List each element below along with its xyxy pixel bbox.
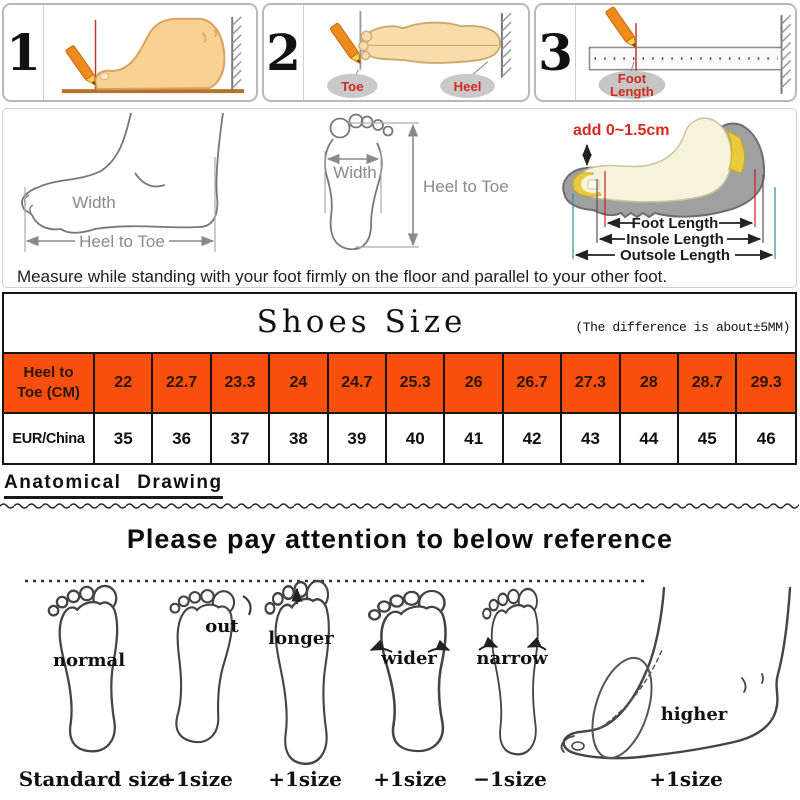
reference-heading: Please pay attention to below reference xyxy=(126,524,674,554)
side-foot-line-drawing xyxy=(22,113,223,233)
size-label-narrow: −1size xyxy=(473,767,547,791)
pencil-icon xyxy=(605,6,640,50)
foot-shape-reference-drawings xyxy=(0,558,800,800)
step-2-drawing xyxy=(304,5,528,100)
size-cell: 28.7 xyxy=(678,353,736,413)
size-cell: 26.7 xyxy=(503,353,561,413)
insole-length-label: Insole Length xyxy=(626,231,724,248)
wall-hatching xyxy=(782,15,791,88)
size-label-standard: Standard size xyxy=(18,767,172,791)
outsole-length-label: Outsole Length xyxy=(620,247,730,264)
out-foot-drawing xyxy=(155,585,237,745)
size-label-higher: +1size xyxy=(649,767,723,791)
wavy-divider xyxy=(0,499,799,509)
wall-hatching xyxy=(232,17,241,88)
top-foot-shape xyxy=(361,23,500,63)
size-chart-header xyxy=(4,294,795,352)
size-chart-title: Shoes Size xyxy=(256,304,467,340)
measuring-section xyxy=(2,108,797,288)
size-label-longer: +1size xyxy=(268,767,342,791)
pencil-icon xyxy=(65,45,99,88)
size-cell: 37 xyxy=(211,413,269,464)
step-3-number: 3 xyxy=(536,5,576,100)
toe-label: Toe xyxy=(341,78,364,94)
size-cell: 40 xyxy=(386,413,444,464)
top-heel-to-toe-label: Heel to Toe xyxy=(423,177,509,196)
size-chart-section xyxy=(2,292,797,465)
top-width-label: Width xyxy=(333,163,377,182)
size-cell: 42 xyxy=(503,413,561,464)
foot-label-normal: normal xyxy=(52,650,126,671)
side-foot-shape xyxy=(96,19,225,89)
eur-china-row xyxy=(4,413,795,464)
size-cell: 25.3 xyxy=(386,353,444,413)
foot-label-out: out xyxy=(205,616,239,637)
shoe-size-table xyxy=(4,352,795,465)
row-header: EUR/China xyxy=(4,413,94,464)
size-label-out: +1size xyxy=(159,767,233,791)
size-cell: 24 xyxy=(269,353,327,413)
size-chart-tolerance-note: (The difference is about±5MM) xyxy=(575,320,790,335)
foot-label-higher: higher xyxy=(660,704,728,725)
step-panel-3 xyxy=(534,3,797,102)
row-header: Heel to Toe (CM) xyxy=(4,353,94,413)
wider-foot-drawing xyxy=(369,591,445,751)
size-cell: 27.3 xyxy=(561,353,619,413)
foot-label-narrow: narrow xyxy=(476,648,548,669)
size-cell: 39 xyxy=(328,413,386,464)
ruler xyxy=(589,47,781,69)
size-cell: 45 xyxy=(678,413,736,464)
anatomical-drawing-heading: Anatomical Drawing xyxy=(4,472,223,499)
size-cell: 22.7 xyxy=(152,353,210,413)
higher-foot-drawing xyxy=(562,588,790,765)
size-cell: 41 xyxy=(444,413,502,464)
foot-length-label-line2: Length xyxy=(610,83,654,99)
toenail xyxy=(100,73,109,80)
size-cell: 24.7 xyxy=(328,353,386,413)
size-cell: 26 xyxy=(444,353,502,413)
step-1-drawing xyxy=(44,5,256,100)
heel-to-toe-row xyxy=(4,353,795,413)
size-cell: 35 xyxy=(94,413,152,464)
foot-length-label-line1: Foot xyxy=(617,70,647,86)
add-length-label: add 0~1.5cm xyxy=(573,122,670,139)
size-cell: 22 xyxy=(94,353,152,413)
wall-hatching xyxy=(502,13,511,77)
size-cell: 36 xyxy=(152,413,210,464)
step-2-illustration xyxy=(304,5,528,100)
narrow-foot-drawing xyxy=(483,589,538,754)
foot-length-label: Foot Length xyxy=(631,215,719,232)
step-1-number: 1 xyxy=(4,5,44,100)
longer-foot-drawing xyxy=(266,581,329,764)
step-1-illustration xyxy=(44,5,256,100)
heel-label: Heel xyxy=(453,78,482,94)
size-cell: 38 xyxy=(269,413,327,464)
size-cell: 43 xyxy=(561,413,619,464)
heel-pointer-line xyxy=(472,62,488,76)
size-cell: 23.3 xyxy=(211,353,269,413)
step-panel-1 xyxy=(2,3,258,102)
size-cell: 29.3 xyxy=(736,353,795,413)
foot-label-longer: longer xyxy=(268,628,334,649)
side-heel-to-toe-label: Heel to Toe xyxy=(79,232,165,251)
measuring-diagrams xyxy=(3,111,796,265)
size-label-wider: +1size xyxy=(373,767,447,791)
out-toe-curve-mark xyxy=(243,596,251,615)
step-panel-2 xyxy=(262,3,530,102)
step-3-illustration xyxy=(576,5,795,100)
step-3-drawing xyxy=(576,5,795,100)
step-2-number: 2 xyxy=(264,5,304,100)
side-width-label: Width xyxy=(72,193,116,212)
size-cell: 28 xyxy=(620,353,678,413)
foot-label-wider: wider xyxy=(381,648,437,669)
measuring-instruction-text: Measure while standing with your foot firmly on the floor and parallel to your other foot. xyxy=(17,267,668,286)
size-cell: 44 xyxy=(620,413,678,464)
size-cell: 46 xyxy=(736,413,795,464)
